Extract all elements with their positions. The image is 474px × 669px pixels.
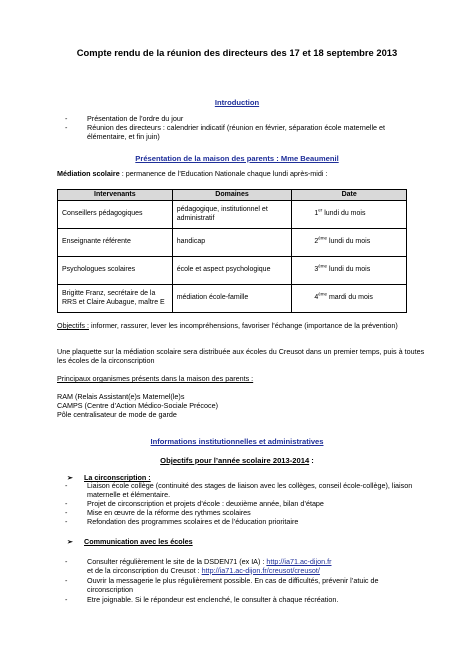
circonscription-item bbox=[65, 518, 425, 527]
table-cell: handicap bbox=[172, 229, 292, 257]
date-rest: lundi du mois bbox=[327, 266, 371, 274]
date-rest: lundi du mois bbox=[322, 210, 366, 218]
date-number: 4 bbox=[314, 294, 319, 302]
date-rest: mardi du mois bbox=[327, 294, 373, 302]
table-cell: Conseillers pédagogiques bbox=[58, 201, 173, 229]
list-marker: - bbox=[65, 517, 68, 526]
objectifs-annee-text: Objectifs pour l’année scolaire 2013-2014 bbox=[160, 456, 310, 465]
list-item-text: Mise en œuvre de la réforme des rythmes scolaires bbox=[87, 508, 251, 517]
organismes-label: Principaux organismes présents dans la maison des parents : bbox=[57, 374, 254, 383]
dsden-site-link[interactable]: http://ia71.ac-dijon.fr bbox=[266, 557, 332, 566]
objectifs-annee-suffix: : bbox=[309, 456, 314, 465]
table-cell: Enseignante référente bbox=[58, 229, 173, 257]
mediation-paragraph bbox=[57, 170, 427, 179]
communication-item bbox=[65, 558, 425, 575]
table-row bbox=[58, 257, 407, 285]
list-item-text: Refondation des programmes scolaires et de l’éducation prioritaire bbox=[87, 517, 299, 526]
date-number: 3 bbox=[314, 266, 319, 274]
organisme-item: Pôle centralisateur de mode de garde bbox=[57, 410, 177, 419]
mediation-label: Médiation scolaire bbox=[57, 169, 120, 178]
list-item-text: Projet de circonscription et projets d’école : deuxième année, bilan d’étape bbox=[87, 499, 324, 508]
table-cell: école et aspect psychologique bbox=[172, 257, 292, 285]
site-text: Consulter régulièrement le site de la DSDEN71 (ex IA) : bbox=[87, 557, 267, 566]
date-rest: lundi du mois bbox=[327, 238, 371, 246]
list-item-text: Liaison école collège (continuité des stages de liaison avec les collèges, conseil école-collège), liaison maternelle et élémentaire. bbox=[87, 481, 413, 499]
list-marker: - bbox=[65, 123, 68, 132]
date-suffix: ème bbox=[318, 263, 328, 269]
table-cell: pédagogique, institutionnel et administratif bbox=[172, 201, 292, 229]
informations-heading: Informations institutionnelles et administratives bbox=[150, 437, 324, 446]
date-suffix: er bbox=[318, 207, 323, 213]
circonscription-site-link[interactable]: http://ia71.ac-dijon.fr/creusot/creusot/ bbox=[201, 565, 320, 575]
arrow-bullet-icon: ➢ bbox=[67, 537, 74, 546]
introduction-heading: Introduction bbox=[214, 98, 260, 107]
maison-parents-heading: Présentation de la maison des parents : Mme Beaumenil bbox=[135, 154, 339, 163]
list-item-text: Réunion des directeurs : calendrier indicatif (réunion en février, séparation école maternelle et élémentaire, et fin juin) bbox=[87, 123, 386, 141]
objectifs-paragraph bbox=[57, 322, 427, 331]
plaquette-paragraph: Une plaquette sur la médiation scolaire sera distribuée aux écoles du Creusot dans un premier temps, puis à toutes les écoles de la circonscription bbox=[57, 347, 425, 365]
list-marker: - bbox=[65, 499, 68, 508]
introduction-item bbox=[65, 124, 425, 141]
mediation-text: : permanence de l’Education Nationale chaque lundi après-midi : bbox=[119, 169, 328, 178]
communication-heading bbox=[67, 538, 193, 547]
date-number: 2 bbox=[314, 238, 319, 246]
list-marker: - bbox=[65, 557, 68, 566]
table-header-row bbox=[58, 190, 407, 201]
arrow-bullet-icon: ➢ bbox=[67, 473, 74, 482]
organisme-item: RAM (Relais Assistant(e)s Maternel(le)s bbox=[57, 392, 185, 401]
communication-item bbox=[65, 596, 425, 605]
circonscription-label: La circonscription : bbox=[84, 473, 151, 482]
table-cell: Psychologues scolaires bbox=[58, 257, 173, 285]
communication-label: Communication avec les écoles bbox=[84, 537, 193, 546]
objectifs-label: Objectifs : bbox=[57, 321, 89, 330]
table-cell bbox=[292, 285, 407, 313]
list-marker: - bbox=[65, 508, 68, 517]
communication-item bbox=[65, 577, 425, 594]
table-row bbox=[58, 285, 407, 313]
date-suffix: ème bbox=[318, 291, 328, 297]
table-row bbox=[58, 229, 407, 257]
list-item-text: Ouvrir la messagerie le plus régulièrement possible. En cas de difficultés, prévenir l’atuic de circonscription bbox=[87, 576, 379, 594]
list-item-text: Présentation de l’ordre du jour bbox=[87, 114, 184, 123]
objectifs-annee-heading bbox=[0, 456, 474, 465]
mediation-table bbox=[57, 189, 407, 313]
organisme-item: CAMPS (Centre d’Action Médico-Sociale Précoce) bbox=[57, 401, 218, 410]
table-cell: médiation école-famille bbox=[172, 285, 292, 313]
date-number: 1 bbox=[314, 210, 319, 218]
site-text: et de la circonscription du Creusot : bbox=[87, 565, 202, 575]
list-marker: - bbox=[65, 114, 68, 123]
list-item-text bbox=[87, 558, 425, 575]
list-item-text: Etre joignable. Si le répondeur est enclenché, le consulter à chaque récréation. bbox=[87, 595, 339, 604]
date-suffix: ème bbox=[318, 235, 328, 241]
objectifs-text: informer, rassurer, lever les incompréhensions, favoriser l’échange (importance de la prévention) bbox=[88, 321, 398, 330]
table-cell bbox=[292, 201, 407, 229]
table-row bbox=[58, 201, 407, 229]
column-header: Intervenants bbox=[58, 190, 173, 201]
list-marker: - bbox=[65, 481, 68, 490]
list-marker: - bbox=[65, 576, 68, 585]
list-marker: - bbox=[65, 595, 68, 604]
column-header: Domaines bbox=[172, 190, 292, 201]
table-cell bbox=[292, 229, 407, 257]
document-title: Compte rendu de la réunion des directeurs des 17 et 18 septembre 2013 bbox=[76, 47, 398, 58]
circonscription-item bbox=[65, 482, 425, 499]
column-header: Date bbox=[292, 190, 407, 201]
table-cell bbox=[292, 257, 407, 285]
table-cell: Brigitte Franz, secrétaire de la RRS et Claire Aubague, maître E bbox=[58, 285, 173, 313]
